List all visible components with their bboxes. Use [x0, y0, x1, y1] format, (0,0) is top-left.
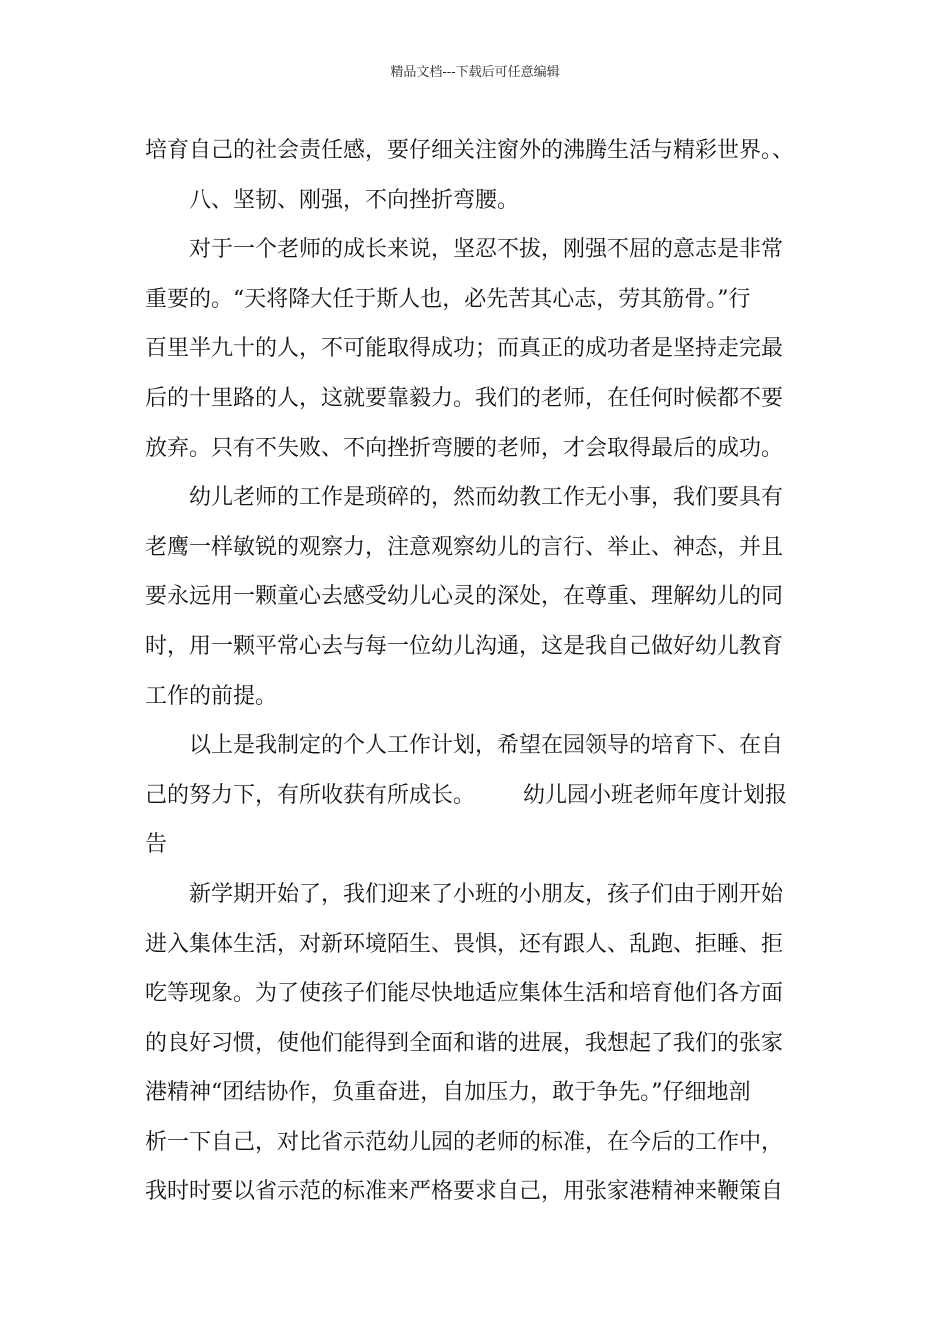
text-line: 要永远用一颗童心去感受幼儿心灵的深处，在尊重、理解幼儿的同 [145, 584, 784, 610]
text-line-with-title [145, 771, 807, 821]
text-line: 港精神“团结协作，负重奋进，自加压力，敢于争先。”仔细地剖 [145, 1080, 751, 1106]
document-title-end: 告 [145, 832, 168, 858]
text-line: 我时时要以省示范的标准来严格要求自己，用张家港精神来鞭策自 [145, 1179, 784, 1205]
document-title: 幼儿园小班老师年度计划报 [523, 782, 788, 808]
text-line: 吃等现象。为了使孩子们能尽快地适应集体生活和培育他们各方面 [145, 981, 784, 1007]
text-line: 工作的前提。 [145, 683, 278, 709]
text-line: 培育自己的社会责任感，要仔细关注窗外的沸腾生活与精彩世界。、 [145, 138, 795, 163]
section-heading: 八、坚韧、刚强，不向挫折弯腰。 [189, 187, 520, 213]
text-line: 时，用一颗平常心去与每一位幼儿沟通，这是我自己做好幼儿教育 [145, 633, 784, 659]
text-line: 幼儿老师的工作是琐碎的，然而幼教工作无小事，我们要具有 [189, 485, 784, 511]
text-fragment: 己的努力下，有所收获有所成长。 [145, 782, 476, 808]
document-body [145, 126, 807, 1217]
text-line: 新学期开始了，我们迎来了小班的小朋友，孩子们由于刚开始 [189, 881, 784, 907]
text-line: 放弃。只有不失败、不向挫折弯腰的老师，才会取得最后的成功。 [145, 435, 784, 461]
text-line: 析一下自己，对比省示范幼儿园的老师的标准，在今后的工作中， [145, 1129, 784, 1155]
page-header: 精品文档---下载后可任意编辑 [390, 65, 560, 80]
text-line: 对于一个老师的成长来说，坚忍不拔，刚强不屈的意志是非常 [189, 237, 784, 263]
text-line: 百里半九十的人，不可能取得成功；而真正的成功者是坚持走完最 [145, 336, 784, 362]
text-line: 以上是我制定的个人工作计划，希望在园领导的培育下、在自 [189, 733, 784, 759]
text-line: 后的十里路的人，这就要靠毅力。我们的老师，在任何时候都不要 [145, 385, 784, 411]
text-line: 老鹰一样敏锐的观察力，注意观察幼儿的言行、举止、神态，并且 [145, 534, 784, 560]
text-line: 进入集体生活，对新环境陌生、畏惧，还有跟人、乱跑、拒睡、拒 [145, 931, 784, 957]
text-line: 的良好习惯，使他们能得到全面和谐的进展，我想起了我们的张家 [145, 1030, 784, 1056]
text-line: 重要的。“天将降大任于斯人也，必先苦其心志，劳其筋骨。”行 [145, 286, 751, 312]
